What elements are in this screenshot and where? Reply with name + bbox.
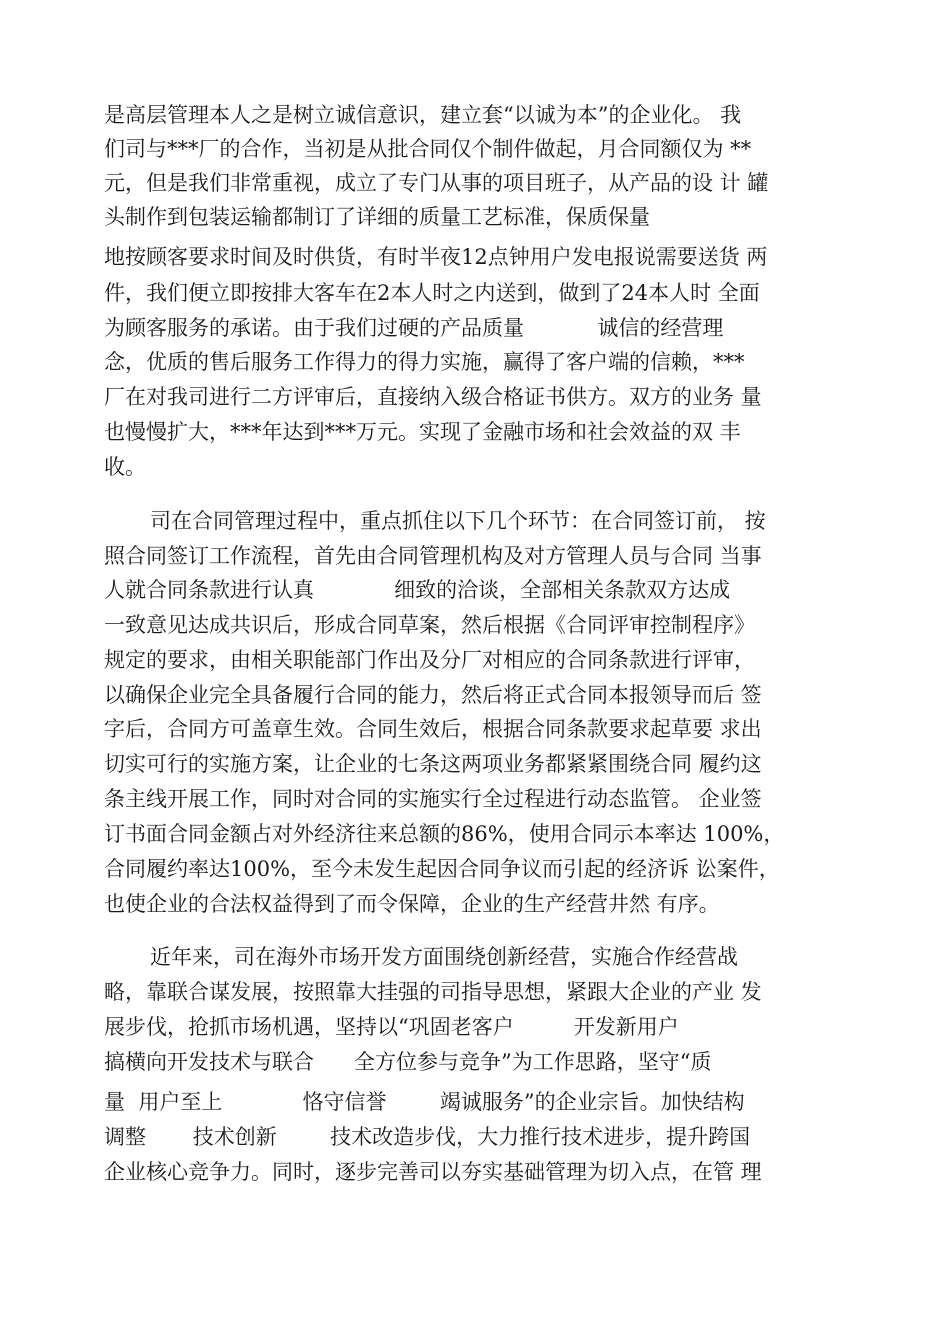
text-line: 收。	[104, 455, 146, 479]
text-line: 近年来，司在海外市场开发方面围绕创新经营，实施合作经营战	[150, 945, 738, 969]
text-line: 规定的要求，由相关职能部门作出及分厂对相应的合同条款进行评审，	[104, 648, 755, 672]
text-line: 也使企业的合法权益得到了而令保障，企业的生产经营井然 有序。	[104, 892, 720, 916]
text-line: 是高层管理本人之是树立诚信意识，建立套“以诚为本”的企业化。 我	[104, 103, 742, 127]
text-line: 切实可行的实施方案，让企业的七条这两项业务都紧紧围绕合同 履约这	[104, 752, 762, 776]
text-line: 一致意见达成共识后，形成合同草案，然后根据《合同评审控制程序》	[104, 613, 755, 637]
text-line: 念，优质的售后服务工作得力的得力实施，赢得了客户端的信赖，***	[104, 350, 745, 374]
text-line: 字后，合同方可盖章生效。合同生效后，根据合同条款要求起草要 求出	[104, 717, 762, 741]
text-line: 地按顾客要求时间及时供货，有时半夜12点钟用户发电报说需要送货 两	[104, 245, 768, 269]
text-line: 企业核心竞争力。同时，逐步完善司以夯实基础管理为切入点，在管 理	[104, 1160, 762, 1184]
text-line: 们司与***厂的合作，当初是从批合同仅个制件做起，月合同额仅为 **	[104, 137, 752, 161]
text-line: 略，靠联合谋发展，按照靠大挂强的司指导思想，紧跟大企业的产业 发	[104, 980, 762, 1004]
text-line: 搞横向开发技术与联合 全方位参与竞争”为工作思路，坚守“质	[104, 1050, 712, 1074]
text-line: 也慢慢扩大，***年达到***万元。实现了金融市场和社会效益的双 丰	[104, 420, 741, 444]
text-line: 条主线开展工作，同时对合同的实施实行全过程进行动态监管。 企业签	[104, 787, 762, 811]
text-line: 人就合同条款进行认真 细致的洽谈，全部相关条款双方达成	[104, 578, 731, 602]
text-line: 调整 技术创新 技术改造步伐，大力推行技术进步，提升跨国	[104, 1125, 751, 1149]
text-line: 元，但是我们非常重视，成立了专门从事的项目班子，从产品的设 计 罐	[104, 171, 769, 195]
text-line: 照合同签订工作流程，首先由合同管理机构及对方管理人员与合同 当事	[104, 544, 762, 568]
text-line: 司在合同管理过程中，重点抓住以下几个环节：在合同签订前， 按	[150, 509, 766, 533]
text-line: 合同履约率达100%，至今未发生起因合同争议而引起的经济诉 讼案件，	[104, 857, 780, 881]
text-line: 量 用户至上 恪守信誉 竭诚服务”的企业宗旨。加快结构	[104, 1090, 745, 1114]
text-line: 以确保企业完全具备履行合同的能力，然后将正式合同本报领导而后 签	[104, 683, 762, 707]
text-line: 展步伐，抢抓市场机遇，坚持以“巩固老客户 开发新用户	[104, 1015, 679, 1039]
text-line: 件，我们便立即按排大客车在2本人时之内送到，做到了24本人时 全面	[104, 281, 760, 305]
text-line: 为顾客服务的承诺。由于我们过硬的产品质量 诚信的经营理	[104, 316, 724, 340]
text-line: 头制作到包装运输都制订了详细的质量工艺标准，保质保量	[104, 205, 650, 229]
text-line: 厂在对我司进行二方评审后，直接纳入级合格证书供方。双方的业务 量	[104, 385, 762, 409]
text-line: 订书面合同金额占对外经济往来总额的86%，使用合同示本率达 100%，	[104, 822, 785, 846]
